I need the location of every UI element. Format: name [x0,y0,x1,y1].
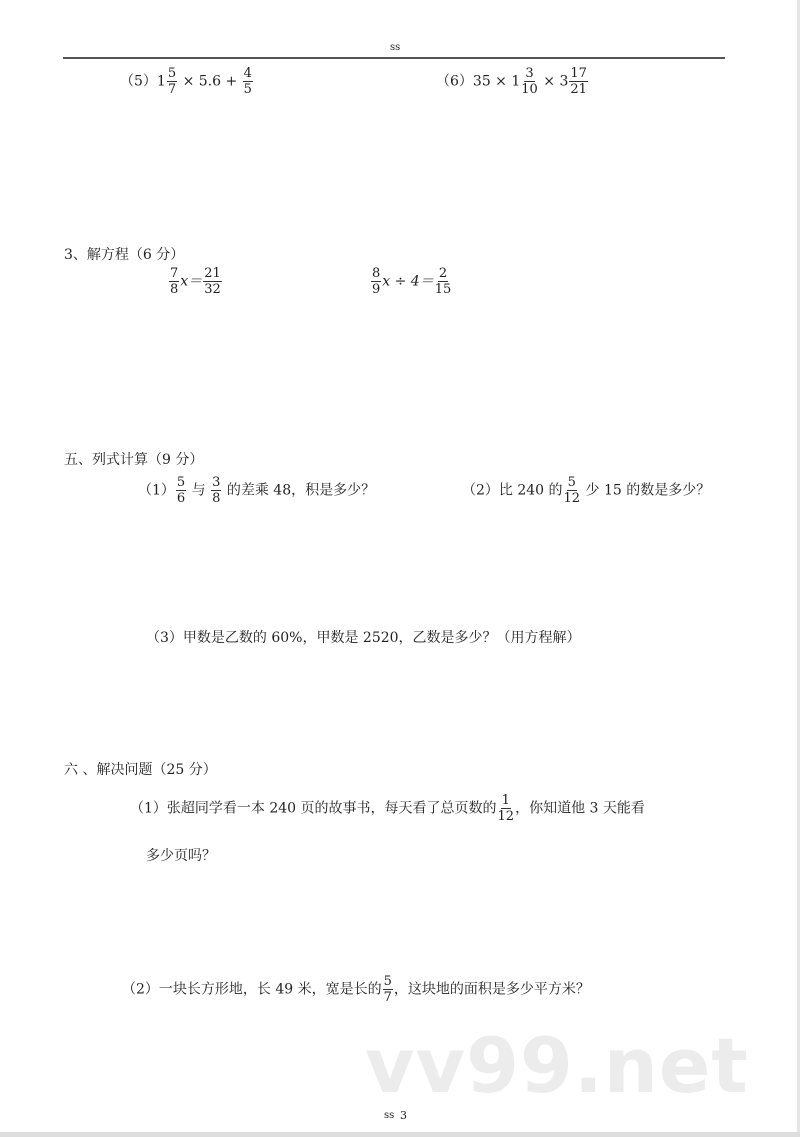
whole: 1 [156,73,166,90]
numerator: 17 [570,66,587,81]
denominator: 8 [212,491,221,506]
page-bottom-edge [0,1132,800,1137]
problem-5 [120,66,254,97]
numerator: 5 [167,66,177,81]
whole: 3 [559,73,569,90]
denominator: 5 [243,82,252,97]
section-5-q1 [138,475,375,506]
denominator: 9 [372,282,381,297]
section-6-q2 [122,974,590,1005]
numerator: 7 [170,266,179,281]
denominator: 21 [570,82,587,97]
text: （2）比 240 的 [462,482,563,499]
section-5-q3: （3）甲数是乙数的 60%，甲数是 2520，乙数是多少？（用方程解） [146,630,581,646]
problem-6 [436,66,589,97]
operator: × [543,73,560,90]
fraction [243,66,253,97]
whole: 1 [511,73,521,90]
numerator: 2 [438,266,448,281]
section-6-q1-line2: 多少页吗？ [146,848,216,864]
label: （6）35 × [436,73,512,90]
fraction [564,475,581,506]
fraction [435,266,452,297]
fraction [176,475,186,506]
denominator: 10 [521,82,538,97]
denominator: 32 [204,282,221,297]
numerator: 5 [567,475,576,490]
fraction [383,974,393,1005]
numerator: 5 [176,475,186,490]
header-rule [63,57,725,59]
text: 的差乘 48，积是多少？ [222,482,376,499]
section-6-title: 六 、解决问题（25 分） [64,762,217,778]
text: （1）张超同学看一本 240 页的故事书，每天看了总页数的 [130,800,497,817]
label: （1） [138,482,175,499]
denominator: 15 [434,282,452,297]
label: （5） [120,73,157,90]
expression: x＝ [180,273,203,290]
header-text: ss [390,42,401,53]
numerator: 4 [243,66,252,81]
fraction [371,266,381,297]
equation-2 [370,266,452,297]
footer-text: ss [384,1110,395,1121]
watermark: vv99.net [365,1021,749,1110]
text: （2）一块长方形地，长 49 米，宽是长的 [122,981,382,998]
numerator: 21 [204,266,221,281]
denominator: 6 [176,491,186,506]
text: 少 15 的数是多少？ [581,482,711,499]
text: ，这块地的面积是多少平方米？ [393,981,590,998]
page-number: 3 [400,1109,407,1122]
numerator: 8 [372,266,381,281]
denominator: 12 [563,491,581,506]
denominator: 8 [170,282,179,297]
equation-1 [168,266,223,297]
numerator: 5 [383,974,392,989]
fraction [203,266,222,297]
denominator: 7 [383,990,392,1005]
section-6-q1 [130,793,645,824]
fraction [498,793,515,824]
denominator: 12 [497,809,515,824]
numerator: 3 [525,66,534,81]
denominator: 7 [167,82,177,97]
fraction [521,66,538,97]
expression: x ÷ 4＝ [382,273,434,290]
operators: × 5.6 + [182,73,238,90]
fraction [167,66,177,97]
section-5-q2 [462,475,710,506]
text: ，你知道他 3 天能看 [515,800,645,817]
fraction [211,475,221,506]
fraction [569,66,588,97]
fraction [169,266,179,297]
section-5-title: 五、列式计算（9 分） [64,452,204,468]
text: 与 [187,482,211,499]
section-3-title: 3、解方程（6 分） [64,247,185,263]
numerator: 3 [212,475,221,490]
numerator: 1 [501,793,510,808]
